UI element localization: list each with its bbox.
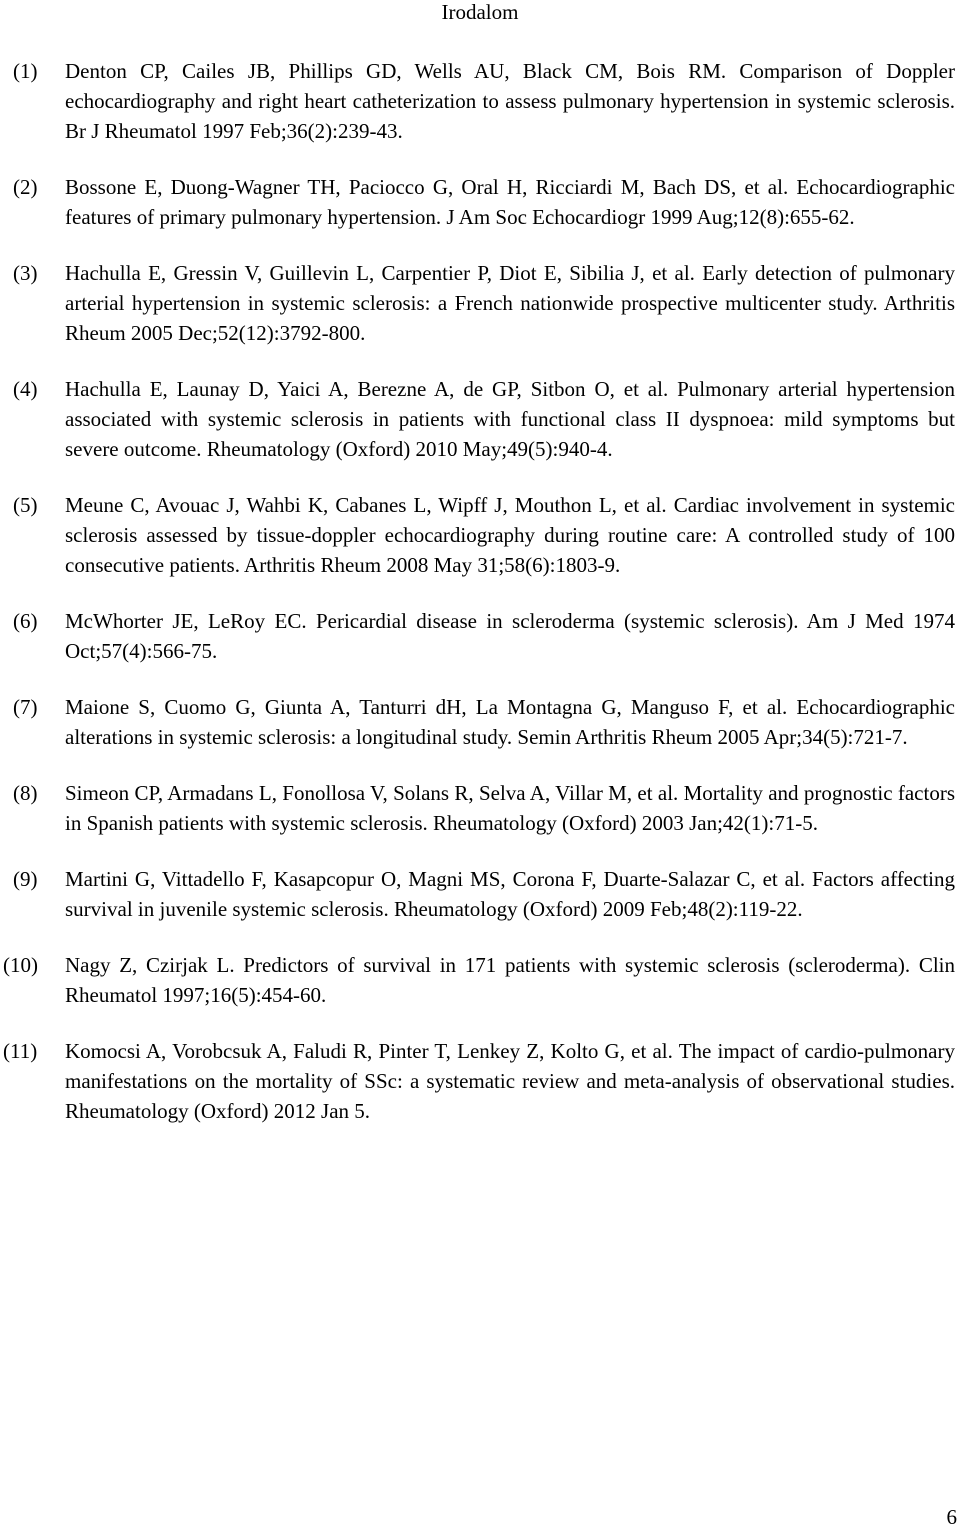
page-number: 6 xyxy=(946,1505,957,1529)
reference-text: Komocsi A, Vorobcsuk A, Faludi R, Pinter T, Lenkey Z, Kolto G, et al. The impact of cardio-pulmonary manifestations on the mortality of SSc: a systematic review and meta-analysis of observational studies. Rheumatology (Oxford) 2012 Jan 5. xyxy=(65,1039,955,1123)
reference-text: Bossone E, Duong-Wagner TH, Paciocco G, Oral H, Ricciardi M, Bach DS, et al. Echocardiographic features of primary pulmonary hypertension. J Am Soc Echocardiogr 1999 Aug;12(8):655-62. xyxy=(65,175,955,229)
reference-text: Nagy Z, Czirjak L. Predictors of survival in 171 patients with systemic sclerosis (scleroderma). Clin Rheumatol 1997;16(5):454-60. xyxy=(65,953,955,1007)
reference-number: (6) xyxy=(13,609,38,633)
reference-item xyxy=(0,490,960,580)
reference-text: McWhorter JE, LeRoy EC. Pericardial disease in scleroderma (systemic sclerosis). Am J Med 1974 Oct;57(4):566-75. xyxy=(65,609,955,663)
reference-text: Meune C, Avouac J, Wahbi K, Cabanes L, Wipff J, Mouthon L, et al. Cardiac involvement in systemic sclerosis assessed by tissue-doppler echocardiography during routine care: A controlled study of 100 consecutive patients. Arthritis Rheum 2008 May 31;58(6):1803-9. xyxy=(65,493,955,577)
reference-item xyxy=(0,778,960,838)
reference-number: (10) xyxy=(3,953,38,977)
reference-item xyxy=(0,172,960,232)
reference-number: (1) xyxy=(13,59,38,83)
reference-item xyxy=(0,374,960,464)
reference-item xyxy=(0,950,960,1010)
page-heading: Irodalom xyxy=(441,0,519,24)
reference-number: (11) xyxy=(3,1039,38,1063)
reference-item xyxy=(0,258,960,348)
reference-item xyxy=(0,606,960,666)
reference-list xyxy=(0,56,960,1152)
reference-number: (3) xyxy=(13,261,38,285)
reference-number: (9) xyxy=(13,867,38,891)
reference-item xyxy=(0,864,960,924)
reference-text: Hachulla E, Gressin V, Guillevin L, Carpentier P, Diot E, Sibilia J, et al. Early detection of pulmonary arterial hypertension in systemic sclerosis: a French nationwide prospective multicenter study. Arthritis Rheum 2005 Dec;52(12):3792-800. xyxy=(65,261,955,345)
reference-number: (8) xyxy=(13,781,38,805)
reference-number: (7) xyxy=(13,695,38,719)
reference-item xyxy=(0,56,960,146)
reference-item xyxy=(0,1036,960,1126)
reference-number: (5) xyxy=(13,493,38,517)
reference-number: (4) xyxy=(13,377,38,401)
reference-text: Denton CP, Cailes JB, Phillips GD, Wells AU, Black CM, Bois RM. Comparison of Doppler echocardiography and right heart catheterization to assess pulmonary hypertension in systemic sclerosis. Br J Rheumatol 1997 Feb;36(2):239-43. xyxy=(65,59,955,143)
reference-text: Martini G, Vittadello F, Kasapcopur O, Magni MS, Corona F, Duarte-Salazar C, et al. Factors affecting survival in juvenile systemic sclerosis. Rheumatology (Oxford) 2009 Feb;48(2):119-22. xyxy=(65,867,955,921)
reference-text: Maione S, Cuomo G, Giunta A, Tanturri dH, La Montagna G, Manguso F, et al. Echocardiographic alterations in systemic sclerosis: a longitudinal study. Semin Arthritis Rheum 2005 Apr;34(5):721-7. xyxy=(65,695,955,749)
reference-item xyxy=(0,692,960,752)
reference-text: Simeon CP, Armadans L, Fonollosa V, Solans R, Selva A, Villar M, et al. Mortality and prognostic factors in Spanish patients with systemic sclerosis. Rheumatology (Oxford) 2003 Jan;42(1):71-5. xyxy=(65,781,955,835)
reference-text: Hachulla E, Launay D, Yaici A, Berezne A, de GP, Sitbon O, et al. Pulmonary arterial hypertension associated with systemic sclerosis in patients with functional class II dyspnoea: mild symptoms but severe outcome. Rheumatology (Oxford) 2010 May;49(5):940-4. xyxy=(65,377,955,461)
reference-number: (2) xyxy=(13,175,38,199)
